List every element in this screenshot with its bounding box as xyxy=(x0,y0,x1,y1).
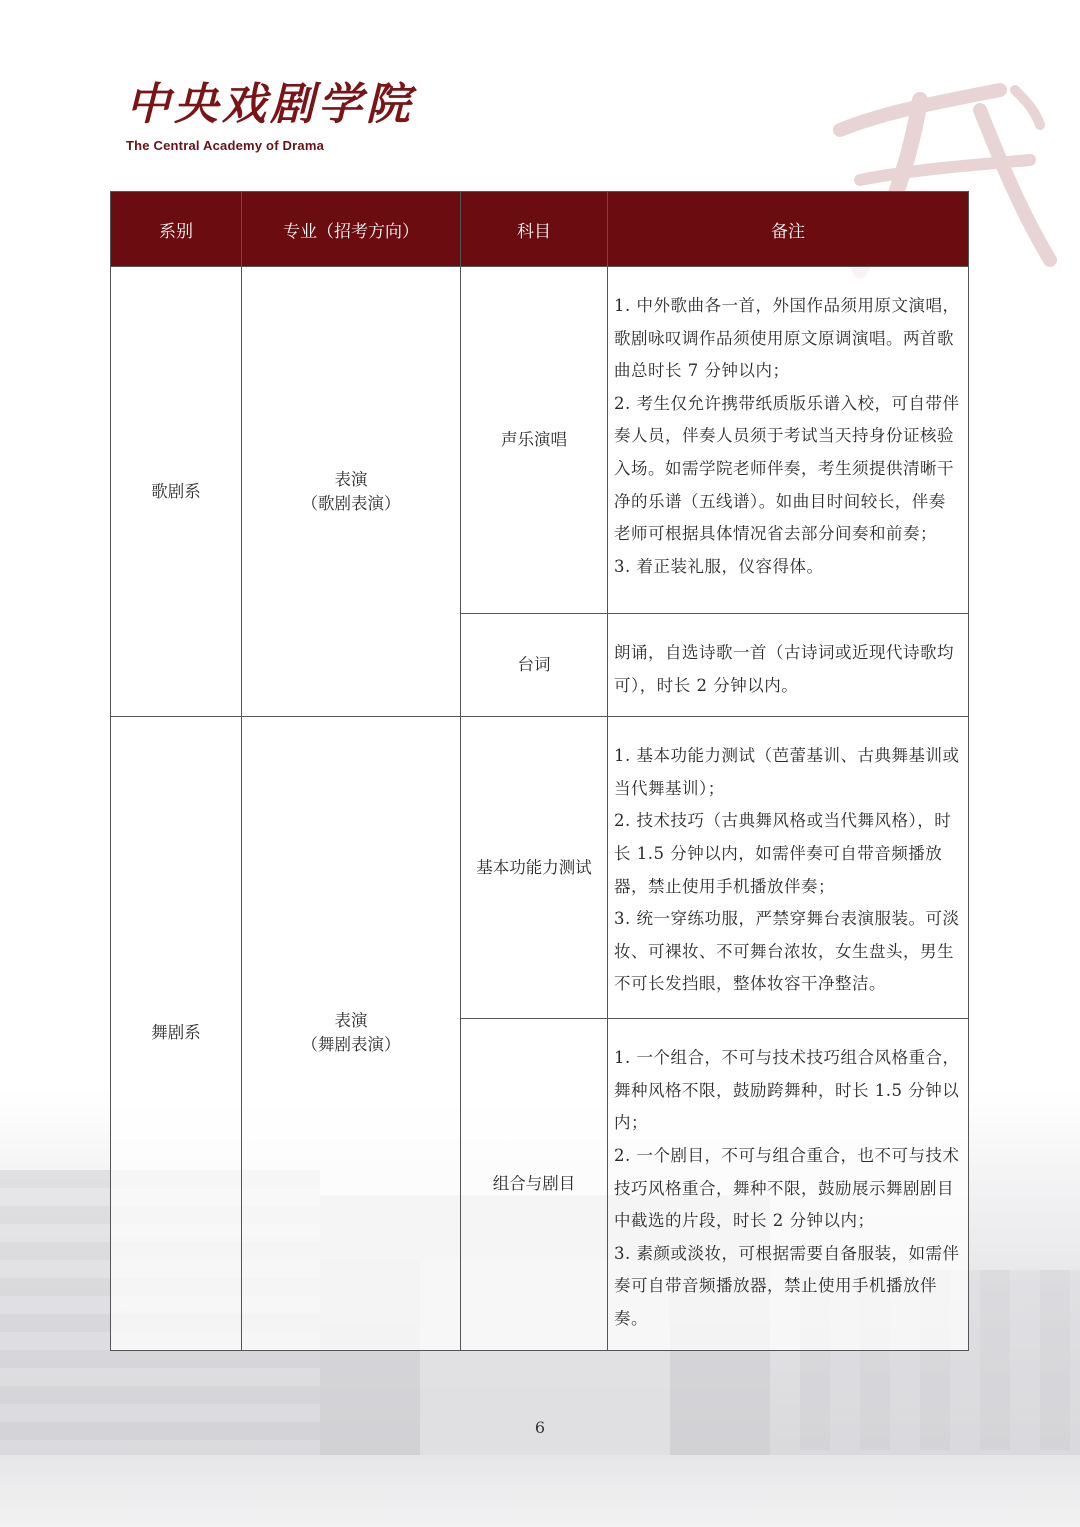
note-item: 2. 技术技巧（古典舞风格或当代舞风格），时长 1.5 分钟以内，如需伴奏可自带音频播放器，禁止使用手机播放伴奏； xyxy=(614,811,952,896)
exam-subjects-table xyxy=(110,191,969,1351)
table-row xyxy=(111,267,969,614)
table-row xyxy=(111,717,969,1019)
page-number: 6 xyxy=(534,1418,546,1437)
note-item: 2. 一个剧目，不可与组合重合，也不可与技术技巧风格重合，舞种不限，鼓励展示舞剧剧目中截选的片段，时长 2 分钟以内； xyxy=(614,1145,960,1231)
academy-logo xyxy=(126,74,414,153)
department-cell: 舞剧系 xyxy=(111,717,242,1350)
subject-cell: 基本功能力测试 xyxy=(461,717,608,1019)
table-header-row xyxy=(111,192,969,267)
major-cell xyxy=(242,267,461,717)
note-item: 3. 素颜或淡妆，可根据需要自备服装，如需伴奏可自带音频播放器，禁止使用手机播放伴奏。 xyxy=(614,1243,960,1328)
major-name: 表演 xyxy=(334,1011,368,1031)
subject-cell: 声乐演唱 xyxy=(461,267,608,614)
note-item: 1. 一个组合，不可与技术技巧组合风格重合，舞种风格不限，鼓励跨舞种，时长 1.5 分钟以内； xyxy=(614,1048,960,1133)
note-item: 朗诵，自选诗歌一首（古诗词或近现代诗歌均可），时长 2 分钟以内。 xyxy=(614,643,954,695)
note-item: 2. 考生仅允许携带纸质版乐谱入校，可自带伴奏人员，伴奏人员须于考试当天持身份证核验入场。如需学院老师伴奏，考生须提供清晰干净的乐谱（五线谱）。如曲目时间较长，伴奏老师可根据具体情况省去部分间奏和前奏； xyxy=(614,393,960,544)
note-item: 3. 着正装礼服，仪容得体。 xyxy=(614,556,824,576)
header-subject: 科目 xyxy=(461,192,608,267)
note-item: 1. 基本功能力测试（芭蕾基训、古典舞基训或当代舞基训）； xyxy=(614,746,960,798)
notes-cell xyxy=(608,1019,969,1350)
background-road xyxy=(0,1455,1080,1527)
department-cell: 歌剧系 xyxy=(111,267,242,717)
header-notes: 备注 xyxy=(608,192,969,267)
note-item: 3. 统一穿练功服，严禁穿舞台表演服装。可淡妆、可裸妆、不可舞台浓妆，女生盘头，男生不可长发挡眼，整体妆容干净整洁。 xyxy=(614,909,960,994)
notes-cell xyxy=(608,717,969,1019)
note-item: 1. 中外歌曲各一首，外国作品须用原文演唱，歌剧咏叹调作品须使用原文原调演唱。两首歌曲总时长 7 分钟以内； xyxy=(614,296,960,381)
notes-cell xyxy=(608,614,969,717)
major-cell xyxy=(242,717,461,1350)
logo-chinese-name: 中央戏剧学院 xyxy=(126,79,414,130)
subject-cell: 台词 xyxy=(461,614,608,717)
major-direction: （歌剧表演） xyxy=(301,493,401,513)
header-major: 专业（招考方向） xyxy=(242,192,461,267)
notes-cell xyxy=(608,267,969,614)
subject-cell: 组合与剧目 xyxy=(461,1019,608,1350)
logo-english-name: The Central Academy of Drama xyxy=(126,138,325,153)
major-name: 表演 xyxy=(334,469,368,489)
major-direction: （舞剧表演） xyxy=(301,1035,401,1055)
header-department: 系别 xyxy=(111,192,242,267)
